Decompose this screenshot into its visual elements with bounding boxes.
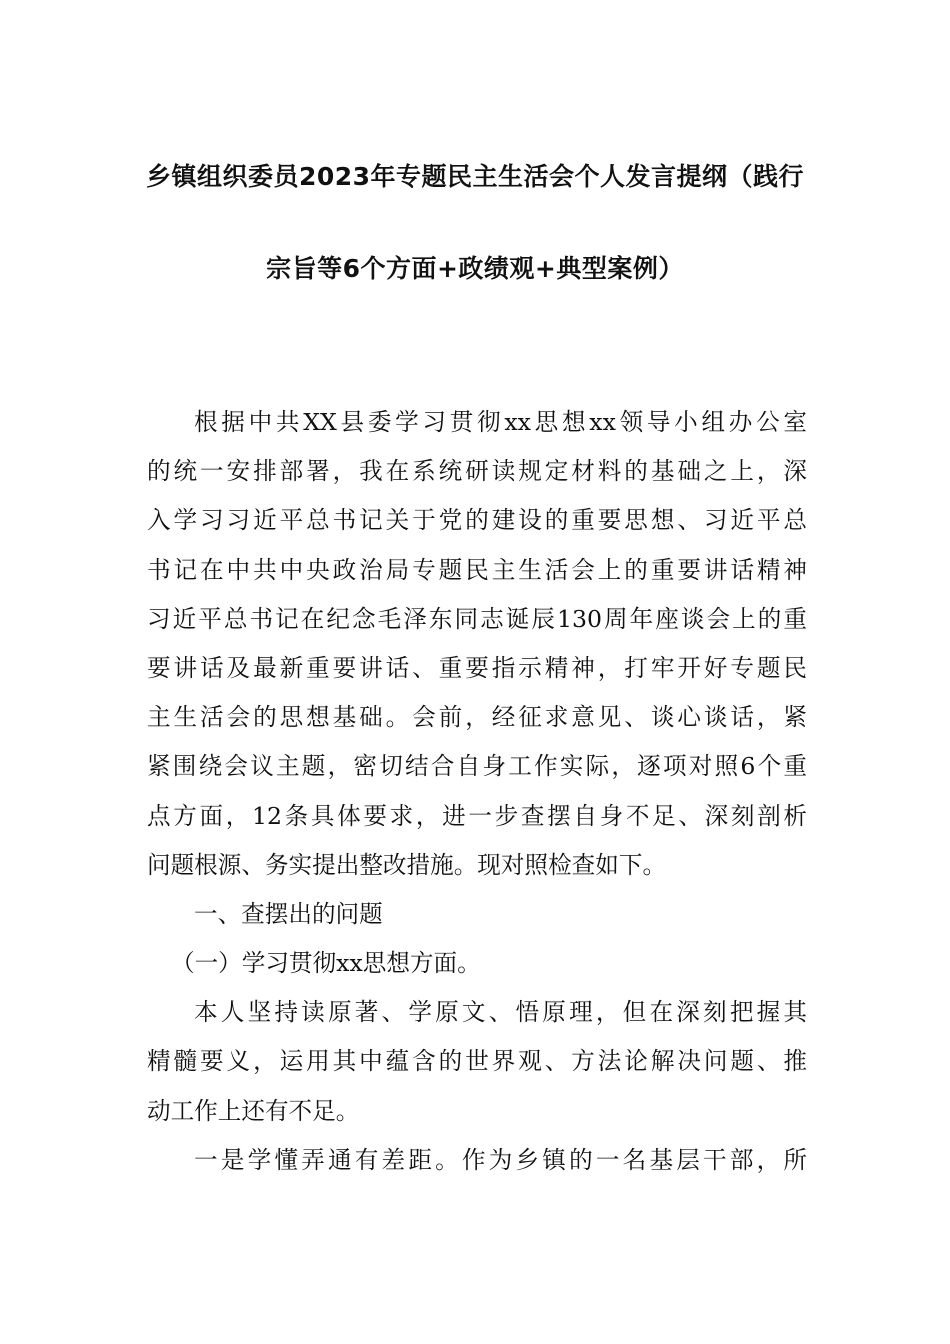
paragraph-2	[147, 988, 807, 1136]
intro-paragraph	[147, 398, 807, 890]
section-heading: 一、查摆出的问题	[194, 899, 383, 928]
intro-line: 要讲话及最新重要讲话、重要指示精神，打牢开好专题民	[147, 653, 807, 682]
intro-line: 根据中共XX县委学习贯彻xx思想xx领导小组办公室	[194, 408, 807, 436]
intro-line: 入学习习近平总书记关于党的建设的重要思想、习近平总	[147, 506, 807, 535]
intro-line: 书记在中共中央政治局专题民主生活会上的重要讲话精神	[147, 555, 807, 584]
subsection-heading: （一）学习贯彻xx思想方面。	[171, 949, 481, 978]
paragraph-3	[147, 1136, 807, 1185]
intro-line: 的统一安排部署，我在系统研读规定材料的基础之上，深	[147, 457, 807, 486]
intro-line: 点方面，12条具体要求，进一步查摆自身不足、深刻剖析	[147, 801, 807, 830]
paragraph-line: 动工作上还有不足。	[147, 1096, 360, 1125]
document-title-line-1: 乡镇组织委员2023年专题民主生活会个人发言提纲（践行	[145, 162, 805, 191]
intro-line: 问题根源、务实提出整改措施。现对照检查如下。	[147, 850, 667, 879]
paragraph-line: 一是学懂弄通有差距。作为乡镇的一名基层干部，所	[194, 1145, 807, 1174]
intro-line: 习近平总书记在纪念毛泽东同志诞辰130周年座谈会上的重	[147, 604, 807, 633]
paragraph-line: 精髓要义，运用其中蕴含的世界观、方法论解决问题、推	[147, 1047, 807, 1076]
document-body	[147, 398, 807, 1185]
paragraph-line: 本人坚持读原著、学原文、悟原理，但在深刻把握其	[194, 998, 807, 1027]
intro-line: 主生活会的思想基础。会前，经征求意见、谈心谈话，紧	[147, 703, 807, 732]
document-title-line-2: 宗旨等6个方面+政绩观+典型案例）	[266, 254, 684, 283]
intro-line: 紧围绕会议主题，密切结合自身工作实际，逐项对照6个重	[147, 752, 807, 781]
